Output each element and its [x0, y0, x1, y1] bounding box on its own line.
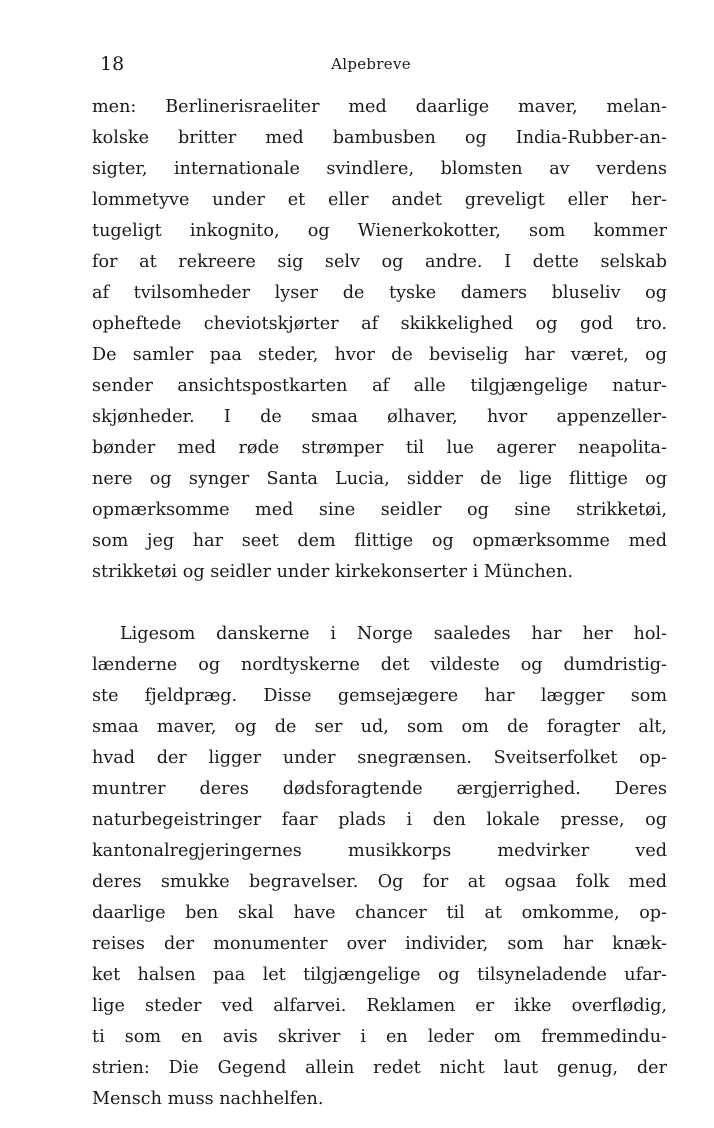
page-number: 18 [100, 53, 125, 75]
text-line: naturbegeistringer faar plads i den lokale presse, og [92, 810, 667, 830]
paragraph-gap [92, 588, 667, 619]
text-line: kantonalregjeringernes musikkorps medvirker ved [92, 841, 667, 861]
text-line: opheftede cheviotskjørter af skikkelighed og god tro. [92, 314, 667, 334]
text-line: som jeg har seet dem flittige og opmærksomme med [92, 531, 667, 551]
text-line: deres smukke begravelser. Og for at ogsaa folk med [92, 872, 667, 892]
text-line: for at rekreere sig selv og andre. I dette selskab [92, 252, 667, 272]
text-line: De samler paa steder, hvor de beviselig har været, og [92, 345, 667, 365]
text-line: Ligesom danskerne i Norge saaledes har her hol- [120, 624, 667, 644]
text-line: lige steder ved alfarvei. Reklamen er ikke overflødig, [92, 996, 667, 1016]
text-line: smaa maver, og de ser ud, som om de foragter alt, [92, 717, 667, 737]
text-line: daarlige ben skal have chancer til at omkomme, op- [92, 903, 667, 923]
text-line: opmærksomme med sine seidler og sine strikketøi, [92, 500, 667, 520]
text-line: lænderne og nordtyskerne det vildeste og dumdristig- [92, 655, 667, 675]
text-line: Mensch muss nachhelfen. [92, 1089, 324, 1109]
running-head [100, 52, 642, 76]
paragraph [92, 619, 667, 1115]
text-line: ket halsen paa let tilgjængelige og tilsyneladende ufar- [92, 965, 667, 985]
paragraph [92, 92, 667, 588]
text-line: tugeligt inkognito, og Wienerkokotter, som kommer [92, 221, 667, 241]
text-line: bønder med røde strømper til lue agerer neapolita- [92, 438, 667, 458]
text-line: muntrer deres dødsforagtende ærgjerrighed. Deres [92, 779, 667, 799]
text-line: nere og synger Santa Lucia, sidder de lige flittige og [92, 469, 667, 489]
body-text [92, 92, 667, 1115]
text-line: skjønheder. I de smaa ølhaver, hvor appenzeller- [92, 407, 667, 427]
running-title: Alpebreve [331, 55, 411, 73]
text-line: lommetyve under et eller andet greveligt eller her- [92, 190, 667, 210]
text-line: sigter, internationale svindlere, blomsten av verdens [92, 159, 667, 179]
text-line: kolske britter med bambusben og India-Rubber-an- [92, 128, 667, 148]
text-line: men: Berlinerisraeliter med daarlige maver, melan- [92, 97, 667, 117]
text-line: ti som en avis skriver i en leder om fremmedindu- [92, 1027, 667, 1047]
text-line: ste fjeldpræg. Disse gemsejægere har lægger som [92, 686, 667, 706]
text-line: strien: Die Gegend allein redet nicht laut genug, der [92, 1058, 667, 1078]
text-line: reises der monumenter over individer, som har knæk- [92, 934, 667, 954]
text-line: strikketøi og seidler under kirkekonserter i München. [92, 562, 574, 582]
text-line: sender ansichtspostkarten af alle tilgjængelige natur- [92, 376, 667, 396]
text-line: af tvilsomheder lyser de tyske damers bluseliv og [92, 283, 667, 303]
text-line: hvad der ligger under snegrænsen. Sveitserfolket op- [92, 748, 667, 768]
